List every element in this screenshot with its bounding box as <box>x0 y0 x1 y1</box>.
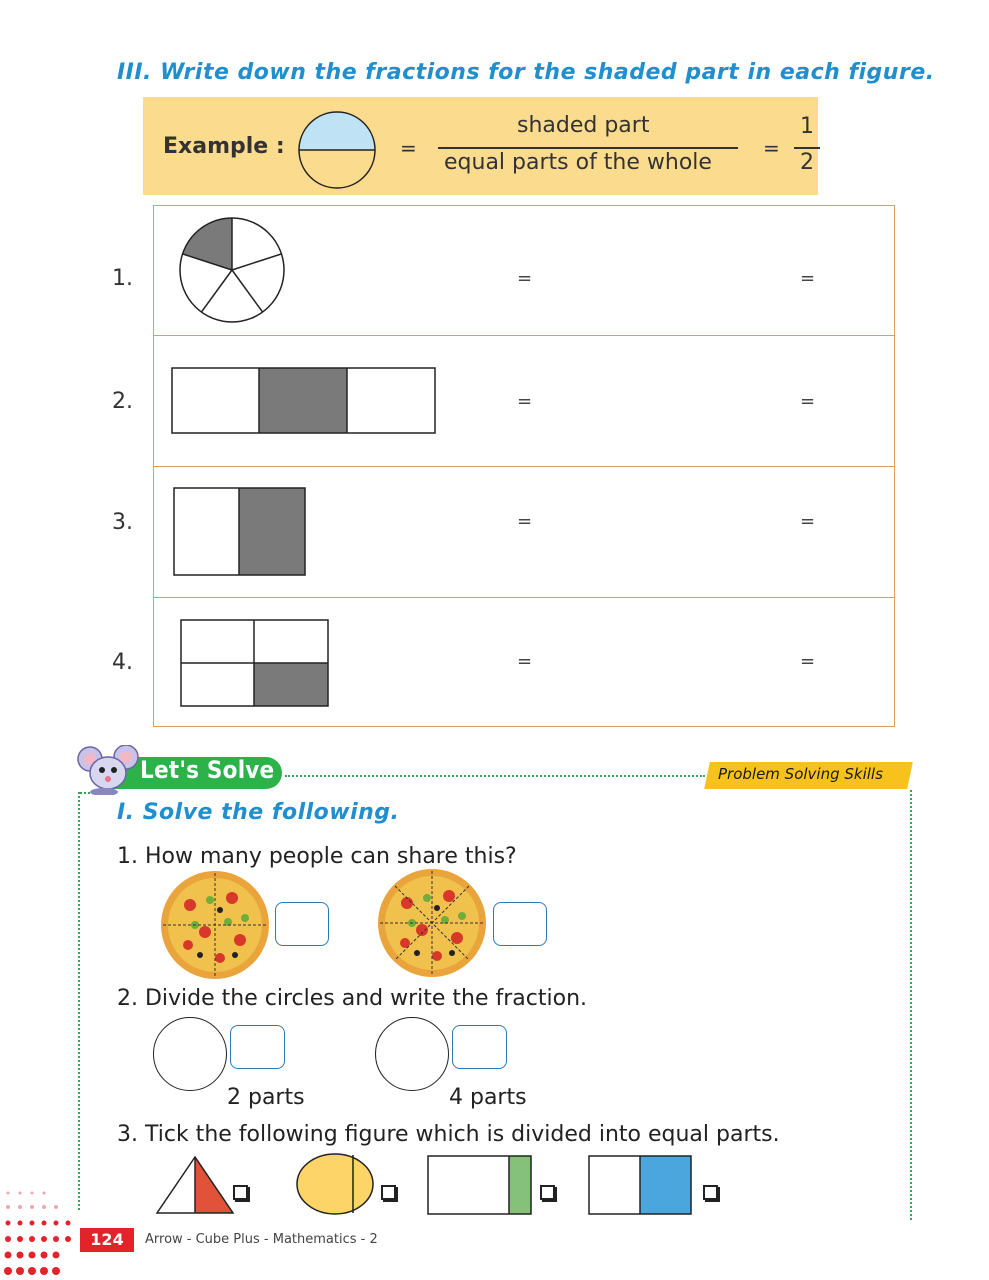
pie-five-parts-figure <box>177 215 287 325</box>
row-divider <box>153 466 895 467</box>
skill-tag-label: Problem Solving Skills <box>718 765 883 783</box>
tick-checkbox[interactable] <box>540 1185 555 1200</box>
triangle-figure <box>155 1155 235 1215</box>
dotted-border-right <box>910 790 912 1220</box>
example-fraction-bar <box>438 147 738 149</box>
circle-to-divide[interactable] <box>375 1017 449 1091</box>
example-equals-2: = <box>763 136 780 160</box>
book-title: Arrow - Cube Plus - Mathematics - 2 <box>145 1232 378 1247</box>
tick-checkbox[interactable] <box>703 1185 718 1200</box>
dotted-border-left <box>78 792 80 1210</box>
example-numerator: 1 <box>800 114 814 139</box>
dot-pattern-decoration <box>0 1185 80 1280</box>
row-equals-1: = <box>517 511 533 532</box>
section-heading: III. Write down the fractions for the shaded part in each figure. <box>117 60 935 85</box>
tick-checkbox[interactable] <box>381 1185 396 1200</box>
dotted-divider <box>285 775 705 777</box>
row-number: 3. <box>112 510 133 535</box>
page-number: 124 <box>80 1228 134 1252</box>
question-3: 3. Tick the following figure which is divided into equal parts. <box>117 1122 780 1147</box>
parts-label: 2 parts <box>227 1085 305 1110</box>
tick-checkbox[interactable] <box>233 1185 248 1200</box>
circle-split-figure <box>295 1153 375 1215</box>
answer-box[interactable] <box>230 1025 285 1069</box>
rectangle-unequal-figure <box>427 1155 533 1215</box>
lets-solve-title: Let's Solve <box>140 756 275 784</box>
row-equals-1: = <box>517 391 533 412</box>
question-2: 2. Divide the circles and write the fraction. <box>117 986 588 1011</box>
answer-box[interactable] <box>493 902 547 946</box>
answer-box[interactable] <box>452 1025 507 1069</box>
solve-heading: I. Solve the following. <box>117 800 400 825</box>
question-1: 1. How many people can share this? <box>117 844 517 869</box>
rectangle-equal-figure <box>588 1155 693 1215</box>
pizza-eight-slices-image <box>377 868 487 978</box>
parts-label: 4 parts <box>449 1085 527 1110</box>
example-result-bar <box>794 147 820 149</box>
row-equals-1: = <box>517 651 533 672</box>
example-half-circle <box>297 110 377 190</box>
row-equals-2: = <box>800 511 816 532</box>
row-divider <box>153 335 895 336</box>
row-number: 2. <box>112 389 133 414</box>
square-two-parts-figure <box>173 487 306 576</box>
rectangle-three-parts-figure <box>171 367 436 434</box>
row-equals-2: = <box>800 391 816 412</box>
example-denominator: 2 <box>800 150 814 175</box>
row-number: 1. <box>112 266 133 291</box>
example-numerator-text: shaded part <box>517 113 650 138</box>
pizza-four-slices-image <box>160 870 270 980</box>
row-equals-2: = <box>800 651 816 672</box>
example-label: Example : <box>163 134 285 159</box>
example-equals-1: = <box>400 136 417 160</box>
rectangle-four-parts-figure <box>180 619 329 707</box>
circle-to-divide[interactable] <box>153 1017 227 1091</box>
example-denominator-text: equal parts of the whole <box>444 150 712 175</box>
answer-box[interactable] <box>275 902 329 946</box>
row-divider <box>153 597 895 598</box>
row-equals-2: = <box>800 268 816 289</box>
row-number: 4. <box>112 650 133 675</box>
row-equals-1: = <box>517 268 533 289</box>
mouse-mascot-icon <box>76 745 142 795</box>
